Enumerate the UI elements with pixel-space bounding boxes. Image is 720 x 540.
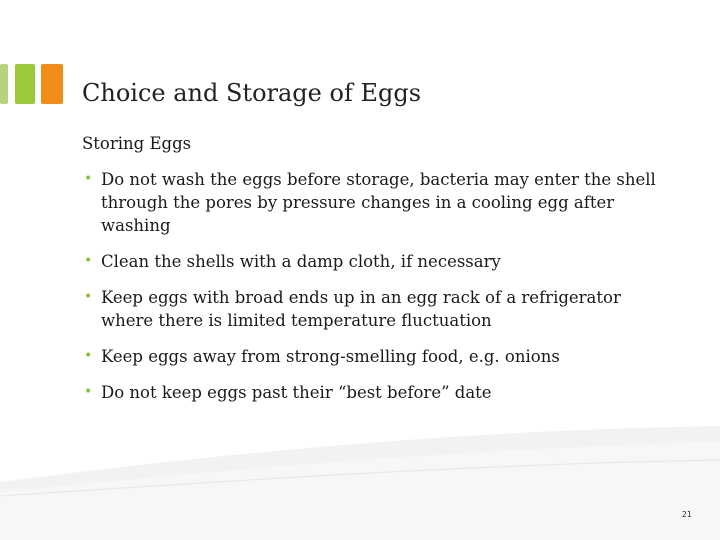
bullet-icon: • — [84, 253, 93, 269]
bullet-item — [82, 168, 662, 237]
bullet-item — [82, 286, 662, 332]
bullet-icon: • — [84, 171, 93, 187]
bullet-icon: • — [84, 384, 93, 400]
bottom-swoosh-decoration — [0, 420, 720, 540]
page-number: 21 — [681, 510, 692, 519]
bullet-text: Clean the shells with a damp cloth, if necessary — [101, 252, 501, 271]
bullet-list — [82, 168, 662, 417]
bullet-text: Keep eggs away from strong-smelling food, e.g. onions — [101, 347, 560, 366]
bullet-icon: • — [84, 289, 93, 305]
slide-title: Choice and Storage of Eggs — [82, 79, 422, 107]
bullet-text: Keep eggs with broad ends up in an egg rack of a refrigerator where there is limited temperature fluctuation — [101, 288, 621, 330]
accent-bar-green — [15, 64, 35, 104]
accent-bar-light-green — [0, 64, 8, 104]
bullet-item — [82, 250, 662, 273]
bullet-icon: • — [84, 348, 93, 364]
bullet-item — [82, 381, 662, 404]
accent-bar-orange — [41, 64, 63, 104]
slide-subtitle: Storing Eggs — [82, 134, 192, 153]
bullet-text: Do not keep eggs past their “best before” date — [101, 383, 492, 402]
bullet-text: Do not wash the eggs before storage, bacteria may enter the shell through the pores by pressure changes in a cooling egg after washing — [101, 170, 656, 235]
bullet-item — [82, 345, 662, 368]
